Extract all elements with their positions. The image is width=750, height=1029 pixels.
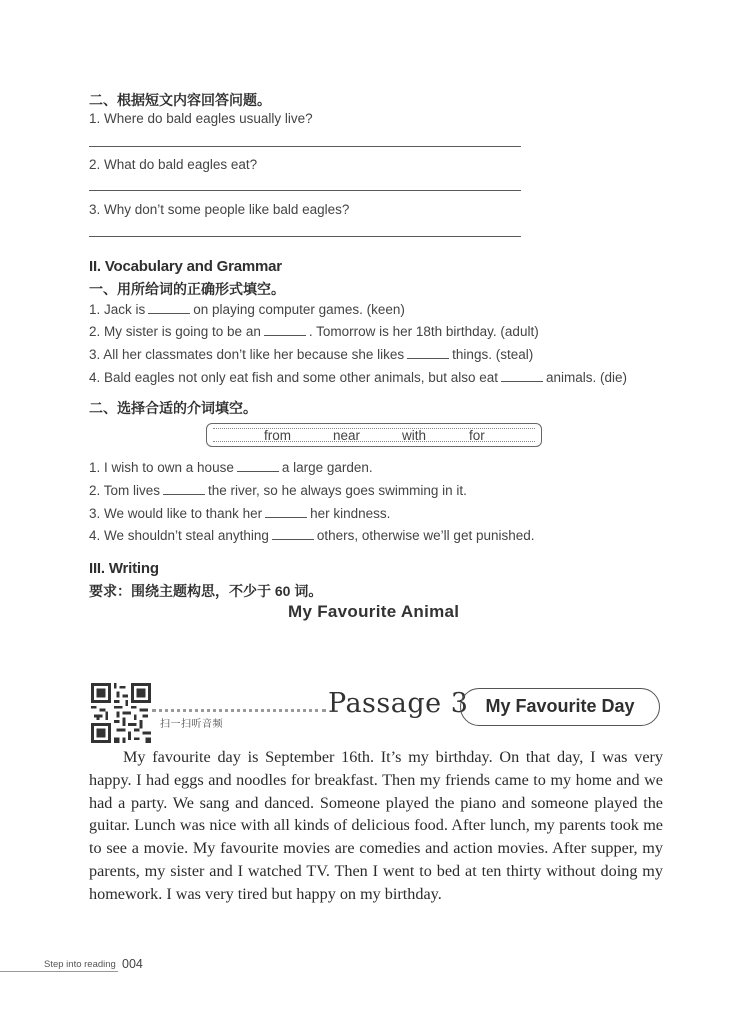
fill-blank[interactable] [264,323,306,336]
section-heading-answer-questions: 二、根据短文内容回答问题。 [89,92,271,108]
fill-blank[interactable] [163,482,205,495]
part2-heading: 二、选择合适的介词填空。 [89,400,257,416]
word-box [206,423,542,447]
item-text: 1. I wish to own a house [89,460,234,475]
footer-book-title: Step into reading [44,959,116,970]
question-3: 3. Why don’t some people like bald eagles? [89,202,350,217]
vocab-item-1 [89,301,405,317]
item-text: 3. All her classmates don’t like her because she likes [89,347,405,362]
item-text: on playing computer games. (keen) [193,302,405,317]
question-2: 2. What do bald eagles eat? [89,157,258,172]
fill-blank[interactable] [265,505,307,518]
fill-blank[interactable] [272,527,314,540]
question-1: 1. Where do bald eagles usually live? [89,111,313,126]
item-text: . Tomorrow is her 18th birthday. (adult) [308,324,539,339]
preposition-item-1 [89,459,373,475]
part1-heading: 一、用所给词的正确形式填空。 [89,281,285,297]
item-text: 3. We would like to thank her [89,506,263,521]
writing-title: My Favourite Animal [288,602,460,621]
section-heading-writing: III. Writing [89,560,159,577]
footer-rule [0,971,118,972]
item-text: 1. Jack is [89,302,146,317]
item-text: things. (steal) [452,347,534,362]
item-text: a large garden. [281,460,373,475]
fill-blank[interactable] [237,459,279,472]
item-text: 2. My sister is going to be an [89,324,261,339]
item-text: 4. We shouldn’t steal anything [89,528,269,543]
passage-title: My Favourite Day [460,688,660,726]
scan-audio-label: 扫一扫听音频 [160,719,223,730]
header-dotted-rule [152,709,326,712]
item-text: animals. (die) [546,370,628,385]
preposition-item-4 [89,527,535,543]
word-near: near [333,428,361,443]
item-text: 4. Bald eagles not only eat fish and some other animals, but also eat [89,370,499,385]
writing-requirement: 要求：围绕主题构思，不少于 60 词。 [89,583,323,599]
answer-line-1[interactable] [89,146,521,147]
item-text: 2. Tom lives [89,483,161,498]
vocab-item-3 [89,346,533,362]
vocab-item-2 [89,323,539,339]
section-heading-vocabulary: II. Vocabulary and Grammar [89,258,282,275]
word-from: from [264,428,291,443]
preposition-item-3 [89,505,390,521]
passage-body: My favourite day is September 16th. It’s my birthday. On that day, I was very happy. I had eggs and noodles for breakfast. Then my friends came to my home and we had a party. We sang and danced. Someone played the piano and someone played the guitar. Lunch was nice with all kinds of delicious food. After lunch, my parents took me to see a movie. My favourite movies are comedies and action movies. After supper, my parents, my sister and I watched TV. Then I went to bed at ten thirty without doing my homework. I was very tired but happy on my birthday. [89,748,663,903]
fill-blank[interactable] [407,346,449,359]
answer-line-3[interactable] [89,236,521,237]
word-with: with [402,428,427,443]
fill-blank[interactable] [148,301,190,314]
vocab-item-4 [89,369,627,385]
page-number: 004 [122,957,143,971]
answer-line-2[interactable] [89,190,521,191]
preposition-item-2 [89,482,467,498]
fill-blank[interactable] [501,369,543,382]
qr-code-icon[interactable] [91,683,151,743]
item-text: others, otherwise we’ll get punished. [316,528,535,543]
word-for: for [469,428,485,443]
item-text: the river, so he always goes swimming in it. [208,483,467,498]
word-box-inner-border [213,428,535,442]
passage-label: Passage 3 [328,688,469,719]
item-text: her kindness. [310,506,391,521]
